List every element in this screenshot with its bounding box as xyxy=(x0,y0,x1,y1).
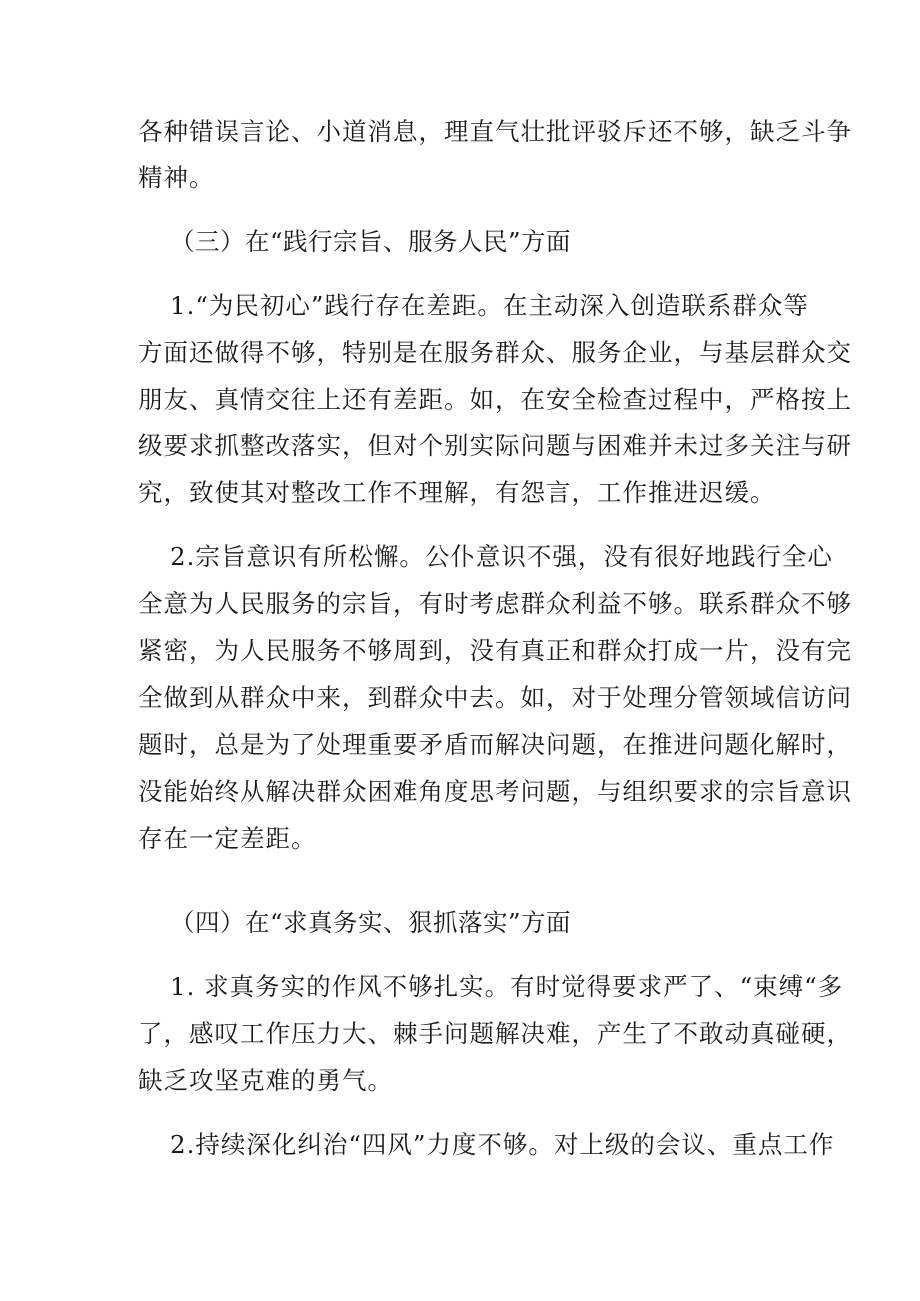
text-line: 紧密，为人民服务不够周到，没有真正和群众打成一片，没有完 xyxy=(138,636,852,665)
text-line: 方面还做得不够，特别是在服务群众、服务企业，与基层群众交 xyxy=(138,338,852,367)
text-line: 缺乏攻坚克难的勇气。 xyxy=(138,1066,393,1095)
text-line: 究，致使其对整改工作不理解，有怨言，工作推进迟缓。 xyxy=(138,478,776,507)
text-line: 全意为人民服务的宗旨，有时考虑群众利益不够。联系群众不够 xyxy=(138,589,852,618)
text-line: 1.“为民初心”践行存在差距。在主动深入创造联系群众等 xyxy=(170,291,809,320)
text-line: 没能始终从解决群众困难角度思考问题，与组织要求的宗旨意识 xyxy=(138,777,852,806)
text-line: 朋友、真情交往上还有差距。如，在安全检查过程中，严格按上 xyxy=(138,385,852,414)
text-line: 精神。 xyxy=(138,163,215,192)
text-line: 1. 求真务实的作风不够扎实。有时觉得要求严了、“束缚“多 xyxy=(170,972,844,1001)
text-line: 全做到从群众中来，到群众中去。如，对于处理分管领域信访问 xyxy=(138,683,852,712)
text-line: 题时，总是为了处理重要矛盾而解决问题，在推进问题化解时， xyxy=(138,730,852,759)
text-line: 存在一定差距。 xyxy=(138,824,317,853)
section-heading-3: （三）在“践行宗旨、服务人民”方面 xyxy=(170,227,572,256)
text-line: 2.持续深化纠治“四风”力度不够。对上级的会议、重点工作 xyxy=(170,1130,835,1159)
text-line: 2.宗旨意识有所松懈。公仆意识不强，没有很好地践行全心 xyxy=(170,542,833,571)
section-heading-4: （四）在“求真务实、狠抓落实”方面 xyxy=(170,908,572,937)
text-line: 级要求抓整改落实，但对个别实际问题与困难并未过多关注与研 xyxy=(138,431,852,460)
text-line: 了，感叹工作压力大、棘手问题解决难，产生了不敢动真碰硬， xyxy=(138,1019,852,1048)
text-line: 各种错误言论、小道消息，理直气壮批评驳斥还不够，缺乏斗争 xyxy=(138,117,852,146)
